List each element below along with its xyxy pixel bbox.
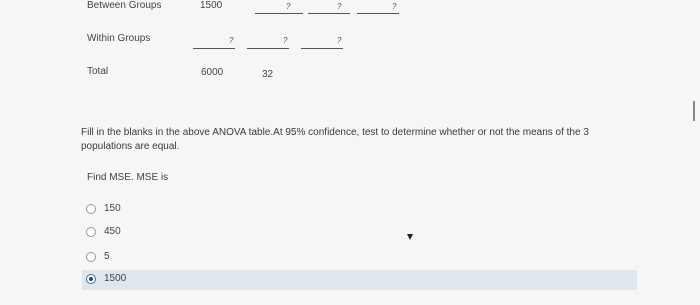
between-groups-df-blank[interactable] [255,4,303,14]
row-label-between-groups: Between Groups [87,0,162,11]
answer-option-5[interactable] [82,248,637,268]
row-label-within-groups: Within Groups [87,33,151,44]
between-groups-ms-unknown: ? [337,2,342,11]
radio-button[interactable] [86,252,96,262]
between-groups-ss-value: 1500 [200,0,223,11]
answer-option-label: 450 [104,226,121,237]
scrollbar-edge-mark [693,101,695,121]
answer-option-450[interactable] [82,223,637,243]
answer-option-label: 1500 [104,273,127,284]
answer-option-1500[interactable] [82,270,637,290]
answer-option-150[interactable] [82,200,637,220]
within-groups-ms-unknown: ? [337,36,342,45]
question-text: Fill in the blanks in the above ANOVA table.At 95% confidence, test to determine whether or not the means of the 3 populations are equal. [81,127,589,152]
radio-button[interactable] [86,204,96,214]
total-ss-value: 6000 [201,67,224,78]
mouse-cursor-icon [407,234,413,240]
answer-option-label: 150 [104,203,121,214]
within-groups-ss-unknown: ? [229,36,234,45]
answer-option-label: 5 [104,251,110,262]
within-groups-df-unknown: ? [283,36,288,45]
between-groups-f-unknown: ? [392,2,397,11]
row-label-total: Total [87,66,109,77]
total-df-value: 32 [262,69,274,80]
radio-button[interactable] [86,227,96,237]
question-prompt: Find MSE. MSE is [87,172,169,183]
between-groups-ms-blank[interactable] [308,4,350,14]
radio-button-selected[interactable] [86,274,96,284]
between-groups-df-unknown: ? [286,2,291,11]
